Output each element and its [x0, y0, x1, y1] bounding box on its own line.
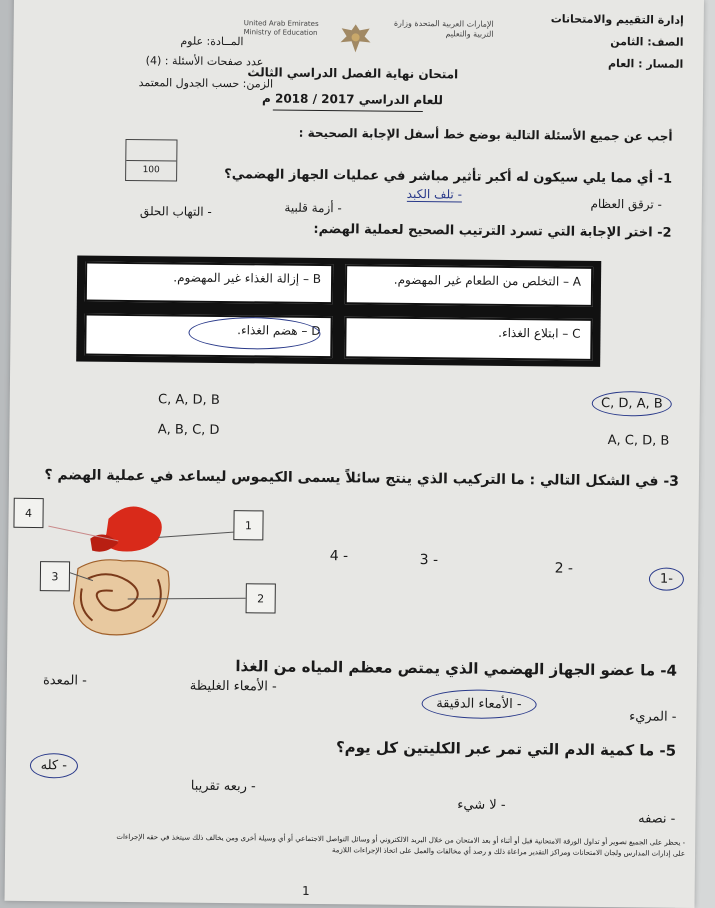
diagram-label-3: 3: [40, 561, 70, 591]
question-2: 2- اختر الإجابة التي تسرد الترتيب الصحيح لعملية الهضم:: [313, 221, 672, 241]
assessment-dept: إدارة التقييم والامتحانات: [550, 12, 684, 27]
exam-paper: [5, 0, 704, 908]
q5-option-1[interactable]: - نصفه: [638, 811, 676, 827]
q4-option-3[interactable]: - الأمعاء الغليظة: [189, 678, 277, 695]
q2-cell-d: D – هضم الغذاء.: [84, 314, 332, 359]
ministry-en: United Arab Emirates Ministry of Education: [243, 19, 319, 37]
q5-option-3[interactable]: - ربعه تقريبا: [190, 778, 256, 795]
pages-count: عدد صفحات الأسئلة : (4): [145, 54, 264, 69]
q3-option-4[interactable]: 4 -: [329, 548, 349, 565]
title-underline: [273, 109, 423, 112]
q2-cell-c: C – ابتلاع الغذاء.: [344, 316, 592, 361]
question-1: 1- أي مما يلي سيكون له أكبر تأثير مباشر في عمليات الجهاز الهضمي؟: [224, 166, 673, 187]
score-total: 100: [142, 165, 160, 176]
instructions: أجب عن جميع الأسئلة التالية بوضع خط أسفل الإجابة الصحيحة :: [298, 125, 673, 144]
q2-option-1[interactable]: C, D, A, B: [592, 391, 672, 417]
q4-option-1[interactable]: - المريء: [629, 709, 677, 725]
footer-line-1: - يحظر على الجميع تصوير أو تداول الورقة الامتحانية قبل أو أثناء أو بعد الامتحان من خلال البريد الالكتروني أو وسائل التواصل الاجتماعي أو أي وسيلة أخرى ومن يخالف ذلك سيتخذ في حقه الإجراءات: [116, 832, 686, 847]
footer-line-2: على إدارات المدارس ولجان الامتحانات ومراكز التقدير مراعاة ذلك و رصد أي مخالفات والعمل على اتخاذ الإجراءات اللازمة: [332, 846, 686, 858]
q2-option-2[interactable]: C, A, D, B: [158, 392, 220, 408]
q4-option-2[interactable]: - الأمعاء الدقيقة: [421, 689, 537, 719]
exam-year: للعام الدراسي 2017 / 2018 م: [261, 91, 444, 108]
q4-option-4[interactable]: - المعدة: [42, 673, 87, 689]
ministry-ar: الإمارات العربية المتحدة وزارة التربية والتعليم: [393, 18, 494, 39]
exam-title: امتحان نهاية الفصل الدراسي الثالث: [247, 65, 459, 82]
q1-option-1[interactable]: - ترقق العظام: [590, 196, 662, 212]
question-3: 3- في الشكل التالي : ما التركيب الذي ينتج سائلاً يسمى الكيموس ليساعد في عملية الهضم ؟: [44, 467, 680, 490]
subject-label: المــادة: علوم: [180, 34, 244, 49]
q1-option-3[interactable]: - أزمة قلبية: [284, 200, 342, 216]
q3-option-1[interactable]: 1-: [649, 567, 684, 590]
grade-label: الصف: الثامن: [610, 35, 684, 49]
q1-option-2[interactable]: - تلف الكبد: [406, 186, 463, 202]
q2-option-3[interactable]: A, C, D, B: [607, 433, 670, 449]
question-4: 4- ما عضو الجهاز الهضمي الذي يمتص معظم المياه من الغذا: [235, 657, 678, 680]
exam-time: الزمن: حسب الجدول المعتمد: [138, 76, 274, 91]
q2-table: [76, 255, 601, 366]
q2-option-4[interactable]: A, B, C, D: [157, 422, 220, 438]
q3-option-3[interactable]: 3 -: [419, 552, 439, 569]
q5-option-4[interactable]: - كله: [30, 753, 79, 779]
diagram-label-4: 4: [13, 498, 43, 528]
q2-cell-b: B – إزالة الغذاء غير المهضوم.: [85, 262, 333, 305]
q3-option-2[interactable]: 2 -: [554, 560, 574, 577]
q2-cell-a: A – التخلص من الطعام غير المهضوم.: [345, 264, 593, 307]
question-5: 5- ما كمية الدم التي تمر عبر الكليتين كل يوم؟: [335, 738, 677, 760]
q5-option-2[interactable]: - لا شيء: [457, 797, 506, 813]
q1-option-4[interactable]: - التهاب الحلق: [139, 204, 212, 219]
track-label: المسار : العام: [607, 56, 684, 71]
footer-note: [0, 831, 685, 860]
score-box: [125, 139, 177, 182]
uae-emblem-icon: [337, 22, 373, 54]
page-number: 1: [301, 883, 310, 898]
diagram-label-1: 1: [233, 510, 263, 540]
diagram-label-2: 2: [246, 583, 276, 613]
